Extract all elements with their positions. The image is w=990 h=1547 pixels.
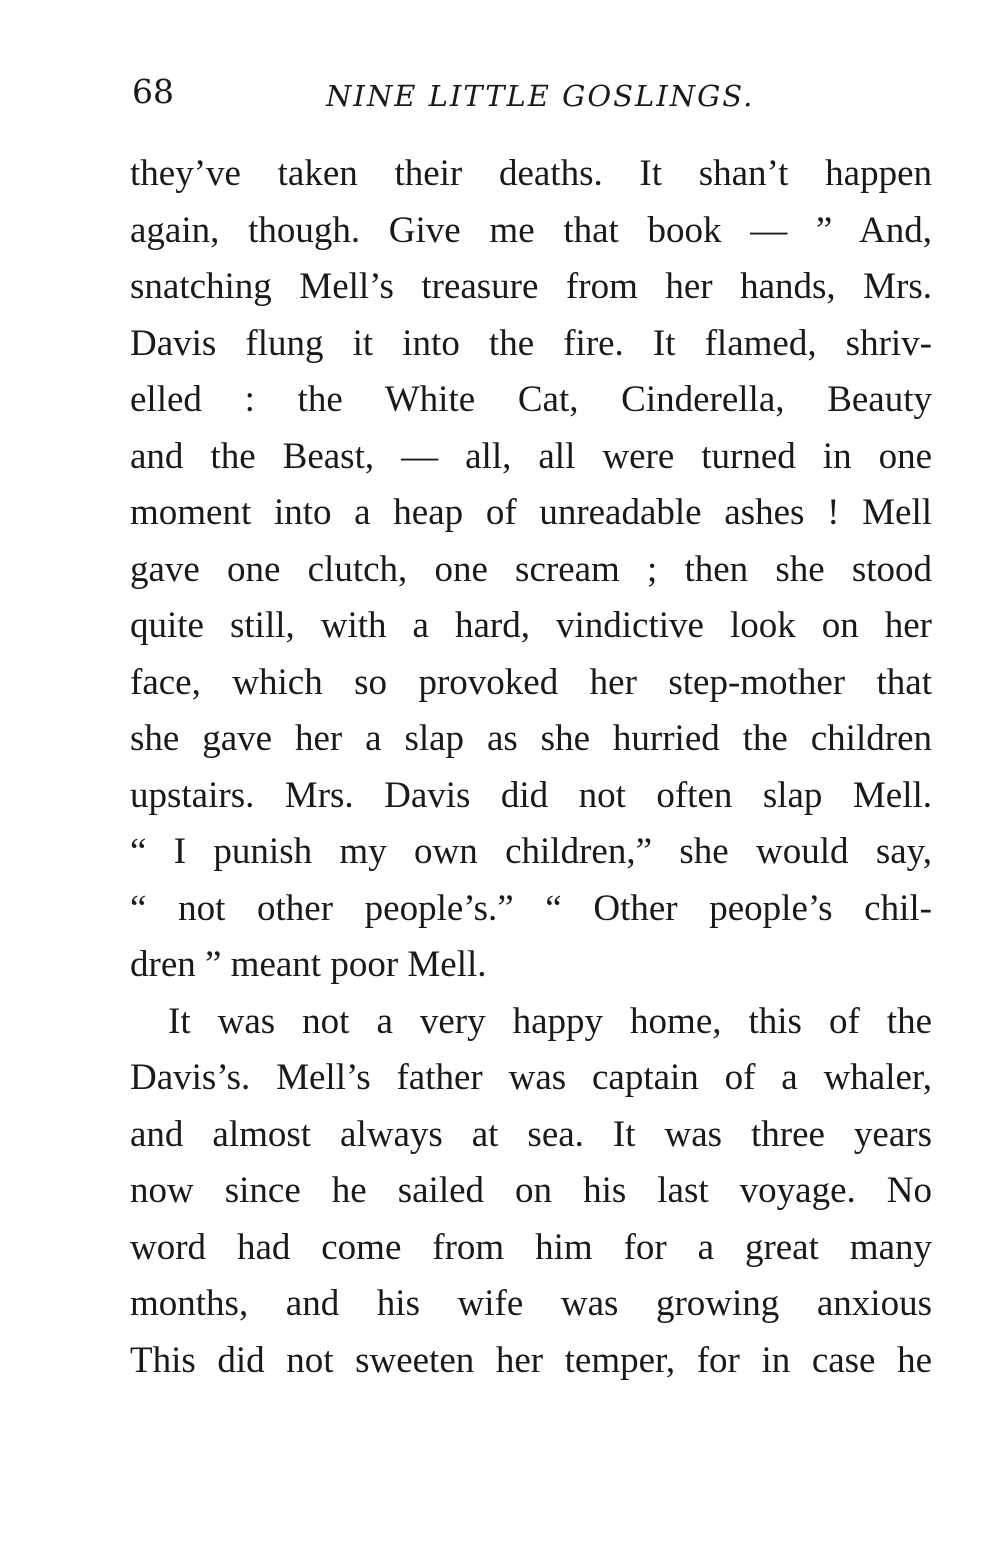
paragraph [130,994,932,1390]
text-line: word had come from him for a great many [130,1226,932,1268]
text-line: moment into a heap of unreadable ashes ! Mell [130,492,932,533]
page-number: 68 [132,72,174,111]
text-line: again, though. Give me that book — ” And, [130,209,932,251]
text-line: Davis’s. Mell’s father was captain of a whaler, [130,1057,932,1098]
page-body [130,146,932,1389]
text-line: and the Beast, — all, all were turned in one [130,435,932,477]
text-line: face, which so provoked her step-mother that [130,661,932,703]
text-line: This did not sweeten her temper, for in case he [130,1339,932,1381]
text-line: dren ” meant poor Mell. [130,944,487,985]
text-line: “ not other people’s.” “ Other people’s chil- [130,887,932,929]
text-line: elled : the White Cat, Cinderella, Beauty [130,379,932,420]
text-line: gave one clutch, one scream ; then she stood [130,548,932,590]
text-line: snatching Mell’s treasure from her hands, Mrs. [130,266,932,307]
paragraph [130,146,932,994]
text-line: quite still, with a hard, vindictive look on her [130,605,932,646]
text-line: she gave her a slap as she hurried the children [130,718,932,759]
text-line: upstairs. Mrs. Davis did not often slap Mell. [130,774,932,816]
text-line: they’ve taken their deaths. It shan’t happen [130,153,932,194]
text-line: and almost always at sea. It was three years [130,1113,932,1155]
text-line: “ I punish my own children,” she would say, [130,831,932,872]
text-line: It was not a very happy home, this of the [168,1000,932,1042]
text-line: now since he sailed on his last voyage. No [130,1170,932,1211]
text-line: Davis flung it into the fire. It flamed, shriv- [130,322,932,364]
text-line: months, and his wife was growing anxious [130,1283,932,1324]
running-title: NINE LITTLE GOSLINGS. [326,79,755,113]
